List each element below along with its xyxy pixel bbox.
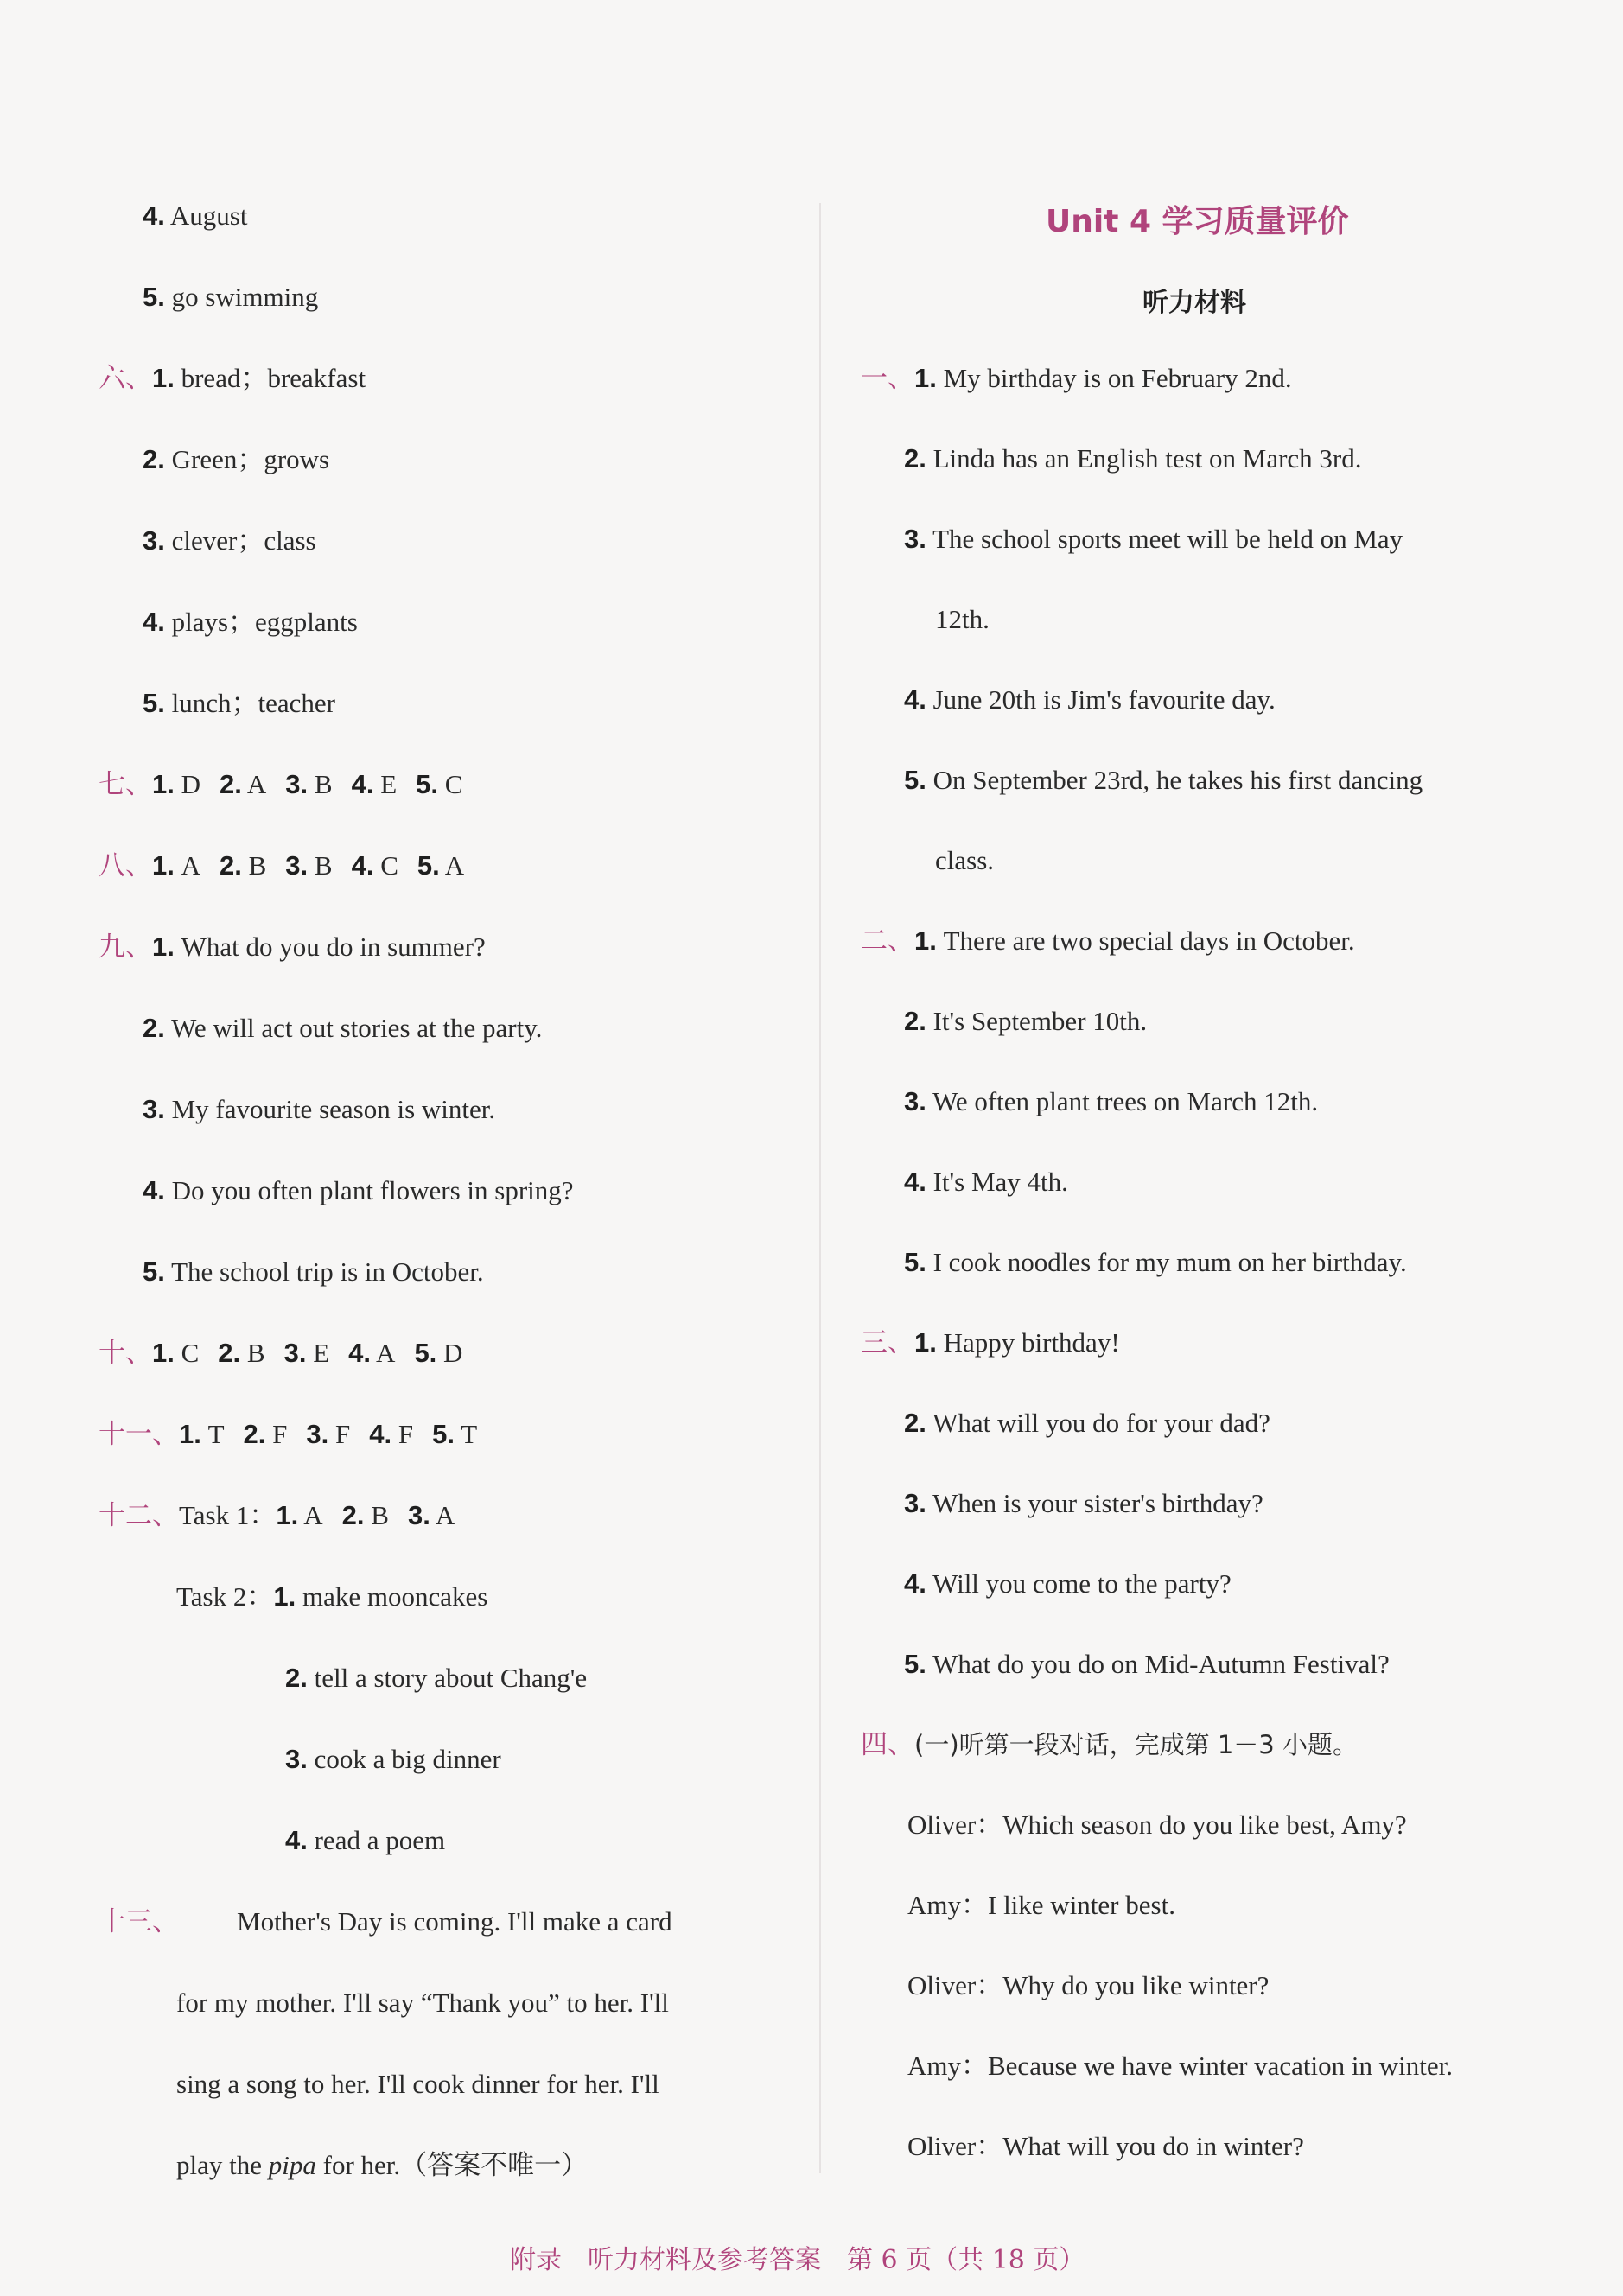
section-one-row-2 <box>904 442 1362 476</box>
answer-choice: A <box>181 850 200 881</box>
section-label: 十一、 <box>99 1419 179 1450</box>
section-six-row-4 <box>143 605 358 639</box>
item-number: 3. <box>904 524 926 554</box>
transcript-text: I cook noodles for my mum on her birthday. <box>932 1247 1407 1277</box>
transcript-text: There are two special days in October. <box>943 925 1355 956</box>
essay-line-1: Mother's Day is coming. I'll make a card <box>237 1906 672 1937</box>
essay-line-4 <box>176 2148 588 2183</box>
answer-line <box>143 280 318 315</box>
item-number: 3. <box>283 1338 307 1368</box>
item-number: 1. <box>179 1419 201 1449</box>
item-number: 3. <box>285 850 309 881</box>
section-instruction: (一)听第一段对话，完成第 1－3 小题。 <box>914 1730 1358 1759</box>
section-one-row-1 <box>861 361 1292 396</box>
item-number: 4. <box>369 1419 392 1449</box>
item-number: 2. <box>904 443 926 474</box>
item-number: 4. <box>904 1167 926 1197</box>
section-six-row-1 <box>99 361 366 396</box>
transcript-text: My birthday is on February 2nd. <box>943 363 1292 393</box>
section-one-row-3 <box>904 522 1403 557</box>
answer-text: clever；class <box>171 525 316 556</box>
item-number: 5. <box>432 1419 455 1449</box>
dialogue-line: Oliver：Why do you like winter? <box>907 1970 1270 2000</box>
section-nine-row-1 <box>99 930 486 964</box>
answer-choice: C <box>444 769 463 799</box>
section-twelve-task2-row-1 <box>176 1580 487 1614</box>
item-number: 4. <box>904 684 926 715</box>
transcript-continuation: 12th. <box>935 604 990 634</box>
section-six-row-3 <box>143 524 316 558</box>
answer-text: read a poem <box>314 1825 446 1855</box>
item-number: 5. <box>143 282 165 312</box>
item-number: 2. <box>220 769 242 799</box>
answer-text: We will act out stories at the party. <box>171 1013 543 1043</box>
dialogue-line: Amy：Because we have winter vacation in winter. <box>907 2051 1453 2081</box>
section-six-row-5 <box>143 686 335 721</box>
item-number: 2. <box>143 444 165 474</box>
answer-text: Do you often plant flowers in spring? <box>171 1175 574 1205</box>
answer-choice: F <box>272 1419 288 1449</box>
section-ten <box>99 1336 462 1371</box>
answer-choice: C <box>380 850 398 881</box>
item-number: 2. <box>243 1419 266 1449</box>
essay-line-2: for my mother. I'll say “Thank you” to her. I'll <box>176 1988 669 2018</box>
answer-choice: F <box>335 1419 351 1449</box>
answer-choice: F <box>398 1419 414 1449</box>
answer-choice: C <box>181 1338 200 1368</box>
section-six-row-2 <box>143 442 329 477</box>
answer-text: What do you do in summer? <box>181 932 486 962</box>
section-label: 一、 <box>861 363 914 394</box>
item-number: 5. <box>904 1649 926 1679</box>
item-number: 4. <box>351 769 374 799</box>
item-number: 5. <box>143 688 165 718</box>
section-two-row-4 <box>904 1165 1068 1199</box>
section-twelve-task2-row-2 <box>285 1661 587 1695</box>
essay-line-3: sing a song to her. I'll cook dinner for her. I'll <box>176 2069 659 2099</box>
section-nine-row-4 <box>143 1173 574 1208</box>
section-one-row-4 <box>904 683 1276 717</box>
item-number: 1. <box>914 363 937 393</box>
section-label: 九、 <box>99 932 152 963</box>
item-number: 2. <box>904 1006 926 1036</box>
item-number: 2. <box>218 1338 241 1368</box>
answer-choice: T <box>207 1419 225 1449</box>
item-number: 5. <box>417 850 440 881</box>
item-number: 3. <box>143 1094 165 1124</box>
answer-choice: E <box>380 769 398 799</box>
section-label-text: 十三、 <box>99 1906 179 1937</box>
item-number: 1. <box>152 363 175 393</box>
transcript-continuation: class. <box>935 845 995 875</box>
item-number: 2. <box>285 1663 308 1693</box>
transcript-text: What will you do for your dad? <box>932 1408 1270 1438</box>
transcript-text: June 20th is Jim's favourite day. <box>932 684 1276 715</box>
item-number: 4. <box>285 1825 308 1855</box>
section-twelve-task2-row-4 <box>285 1823 445 1858</box>
section-nine-row-3 <box>143 1092 495 1127</box>
essay-italic-word: pipa <box>268 2150 316 2180</box>
section-twelve-task1 <box>99 1498 455 1533</box>
transcript-text: Will you come to the party? <box>932 1568 1232 1599</box>
item-number: 5. <box>143 1256 165 1287</box>
answer-text: tell a story about Chang'e <box>314 1663 588 1693</box>
answer-text: Green；grows <box>171 444 330 474</box>
answer-text: My favourite season is winter. <box>171 1094 496 1124</box>
section-eleven <box>99 1417 477 1452</box>
answer-choice: D <box>181 769 200 799</box>
item-number: 4. <box>351 850 374 881</box>
section-three-row-2 <box>904 1406 1270 1441</box>
item-number: 3. <box>285 1744 308 1774</box>
item-number: 4. <box>348 1338 371 1368</box>
item-number: 2. <box>220 850 242 881</box>
transcript-text: What do you do on Mid-Autumn Festival? <box>932 1649 1390 1679</box>
section-seven <box>99 767 462 802</box>
section-two-row-5 <box>904 1245 1407 1280</box>
section-two-row-3 <box>904 1084 1318 1119</box>
item-number: 1. <box>914 1327 937 1358</box>
answer-choice: E <box>313 1338 330 1368</box>
item-number: 1. <box>276 1500 299 1530</box>
answer-choice: B <box>314 769 333 799</box>
item-number: 3. <box>285 769 309 799</box>
section-one-row-5 <box>904 763 1423 798</box>
section-two-row-2 <box>904 1004 1147 1039</box>
item-number: 3. <box>143 525 165 556</box>
section-label: 七、 <box>99 769 152 800</box>
section-label: 二、 <box>861 925 914 957</box>
essay-text: play the <box>176 2150 269 2180</box>
item-number: 2. <box>143 1013 165 1043</box>
answer-choice: A <box>435 1500 455 1530</box>
answer-choice: A <box>376 1338 396 1368</box>
item-number: 1. <box>152 769 175 799</box>
item-number: 3. <box>306 1419 329 1449</box>
item-number: 3. <box>904 1488 926 1518</box>
answer-text: August <box>169 200 248 231</box>
item-number: 3. <box>904 1086 926 1116</box>
item-number: 1. <box>152 850 175 881</box>
transcript-text: The school sports meet will be held on May <box>932 524 1403 554</box>
task-label: Task 2： <box>176 1581 274 1612</box>
section-four-intro <box>861 1727 1358 1762</box>
answer-line <box>143 199 247 233</box>
item-number: 1. <box>152 1338 175 1368</box>
answer-choice: A <box>303 1500 323 1530</box>
answer-choice: D <box>443 1338 463 1368</box>
item-number: 5. <box>904 1247 926 1277</box>
section-eight <box>99 849 464 883</box>
answer-choice: B <box>248 850 267 881</box>
answer-choice: T <box>461 1419 478 1449</box>
column-divider <box>819 203 821 2173</box>
item-number: 4. <box>143 200 165 231</box>
transcript-text: When is your sister's birthday? <box>932 1488 1263 1518</box>
transcript-text: On September 23rd, he takes his first dancing <box>932 765 1423 795</box>
item-number: 5. <box>416 769 438 799</box>
transcript-text: We often plant trees on March 12th. <box>932 1086 1319 1116</box>
item-number: 4. <box>904 1568 926 1599</box>
answer-text: make mooncakes <box>302 1581 488 1612</box>
section-nine-row-5 <box>143 1255 484 1289</box>
item-number: 5. <box>904 765 926 795</box>
answer-choice: A <box>246 769 267 799</box>
item-number: 1. <box>152 932 175 962</box>
section-two-row-1 <box>861 924 1355 958</box>
item-number: 2. <box>904 1408 926 1438</box>
section-three-row-4 <box>904 1567 1232 1601</box>
unit-title: Unit 4 学习质量评价 <box>1046 204 1349 239</box>
answer-text: plays；eggplants <box>171 607 358 637</box>
answer-choice: B <box>246 1338 265 1368</box>
answer-text: lunch；teacher <box>171 688 335 718</box>
item-number: 5. <box>414 1338 437 1368</box>
answer-choice: B <box>371 1500 389 1530</box>
dialogue-line: Oliver：Which season do you like best, Amy? <box>907 1809 1407 1840</box>
section-three-row-5 <box>904 1647 1390 1682</box>
item-number: 2. <box>341 1500 365 1530</box>
transcript-text: Happy birthday! <box>943 1327 1120 1358</box>
section-nine-row-2 <box>143 1011 542 1046</box>
section-label: 六、 <box>99 363 152 394</box>
answer-text: The school trip is in October. <box>171 1256 484 1287</box>
transcript-text: It's September 10th. <box>932 1006 1148 1036</box>
section-label: 八、 <box>99 850 152 881</box>
section-label: 三、 <box>861 1327 914 1358</box>
answer-text: go swimming <box>171 282 319 312</box>
item-number: 3. <box>407 1500 430 1530</box>
answer-text: bread；breakfast <box>181 363 366 393</box>
dialogue-line: Amy：I like winter best. <box>907 1890 1175 1920</box>
section-label: 四、 <box>861 1729 914 1760</box>
transcript-text: Linda has an English test on March 3rd. <box>932 443 1362 474</box>
transcript-text: It's May 4th. <box>932 1167 1068 1197</box>
answer-choice: A <box>444 850 465 881</box>
answer-choice: B <box>314 850 333 881</box>
answer-text: cook a big dinner <box>314 1744 501 1774</box>
page-footer: 附录 听力材料及参考答案 第 6 页（共 18 页） <box>510 2245 1085 2275</box>
section-three-row-3 <box>904 1486 1263 1521</box>
item-number: 1. <box>914 925 937 956</box>
section-label <box>99 1905 179 1939</box>
item-number: 4. <box>143 1175 165 1205</box>
section-subtitle: 听力材料 <box>1142 288 1246 318</box>
section-label: 十二、 <box>99 1500 179 1531</box>
section-three-row-1 <box>861 1326 1120 1360</box>
task-label: Task 1： <box>179 1500 277 1530</box>
item-number: 1. <box>273 1581 296 1612</box>
section-label: 十、 <box>99 1338 152 1369</box>
dialogue-line: Oliver：What will you do in winter? <box>907 2131 1304 2161</box>
item-number: 4. <box>143 607 165 637</box>
essay-text: for her.（答案不唯一） <box>315 2150 589 2180</box>
section-twelve-task2-row-3 <box>285 1742 501 1777</box>
